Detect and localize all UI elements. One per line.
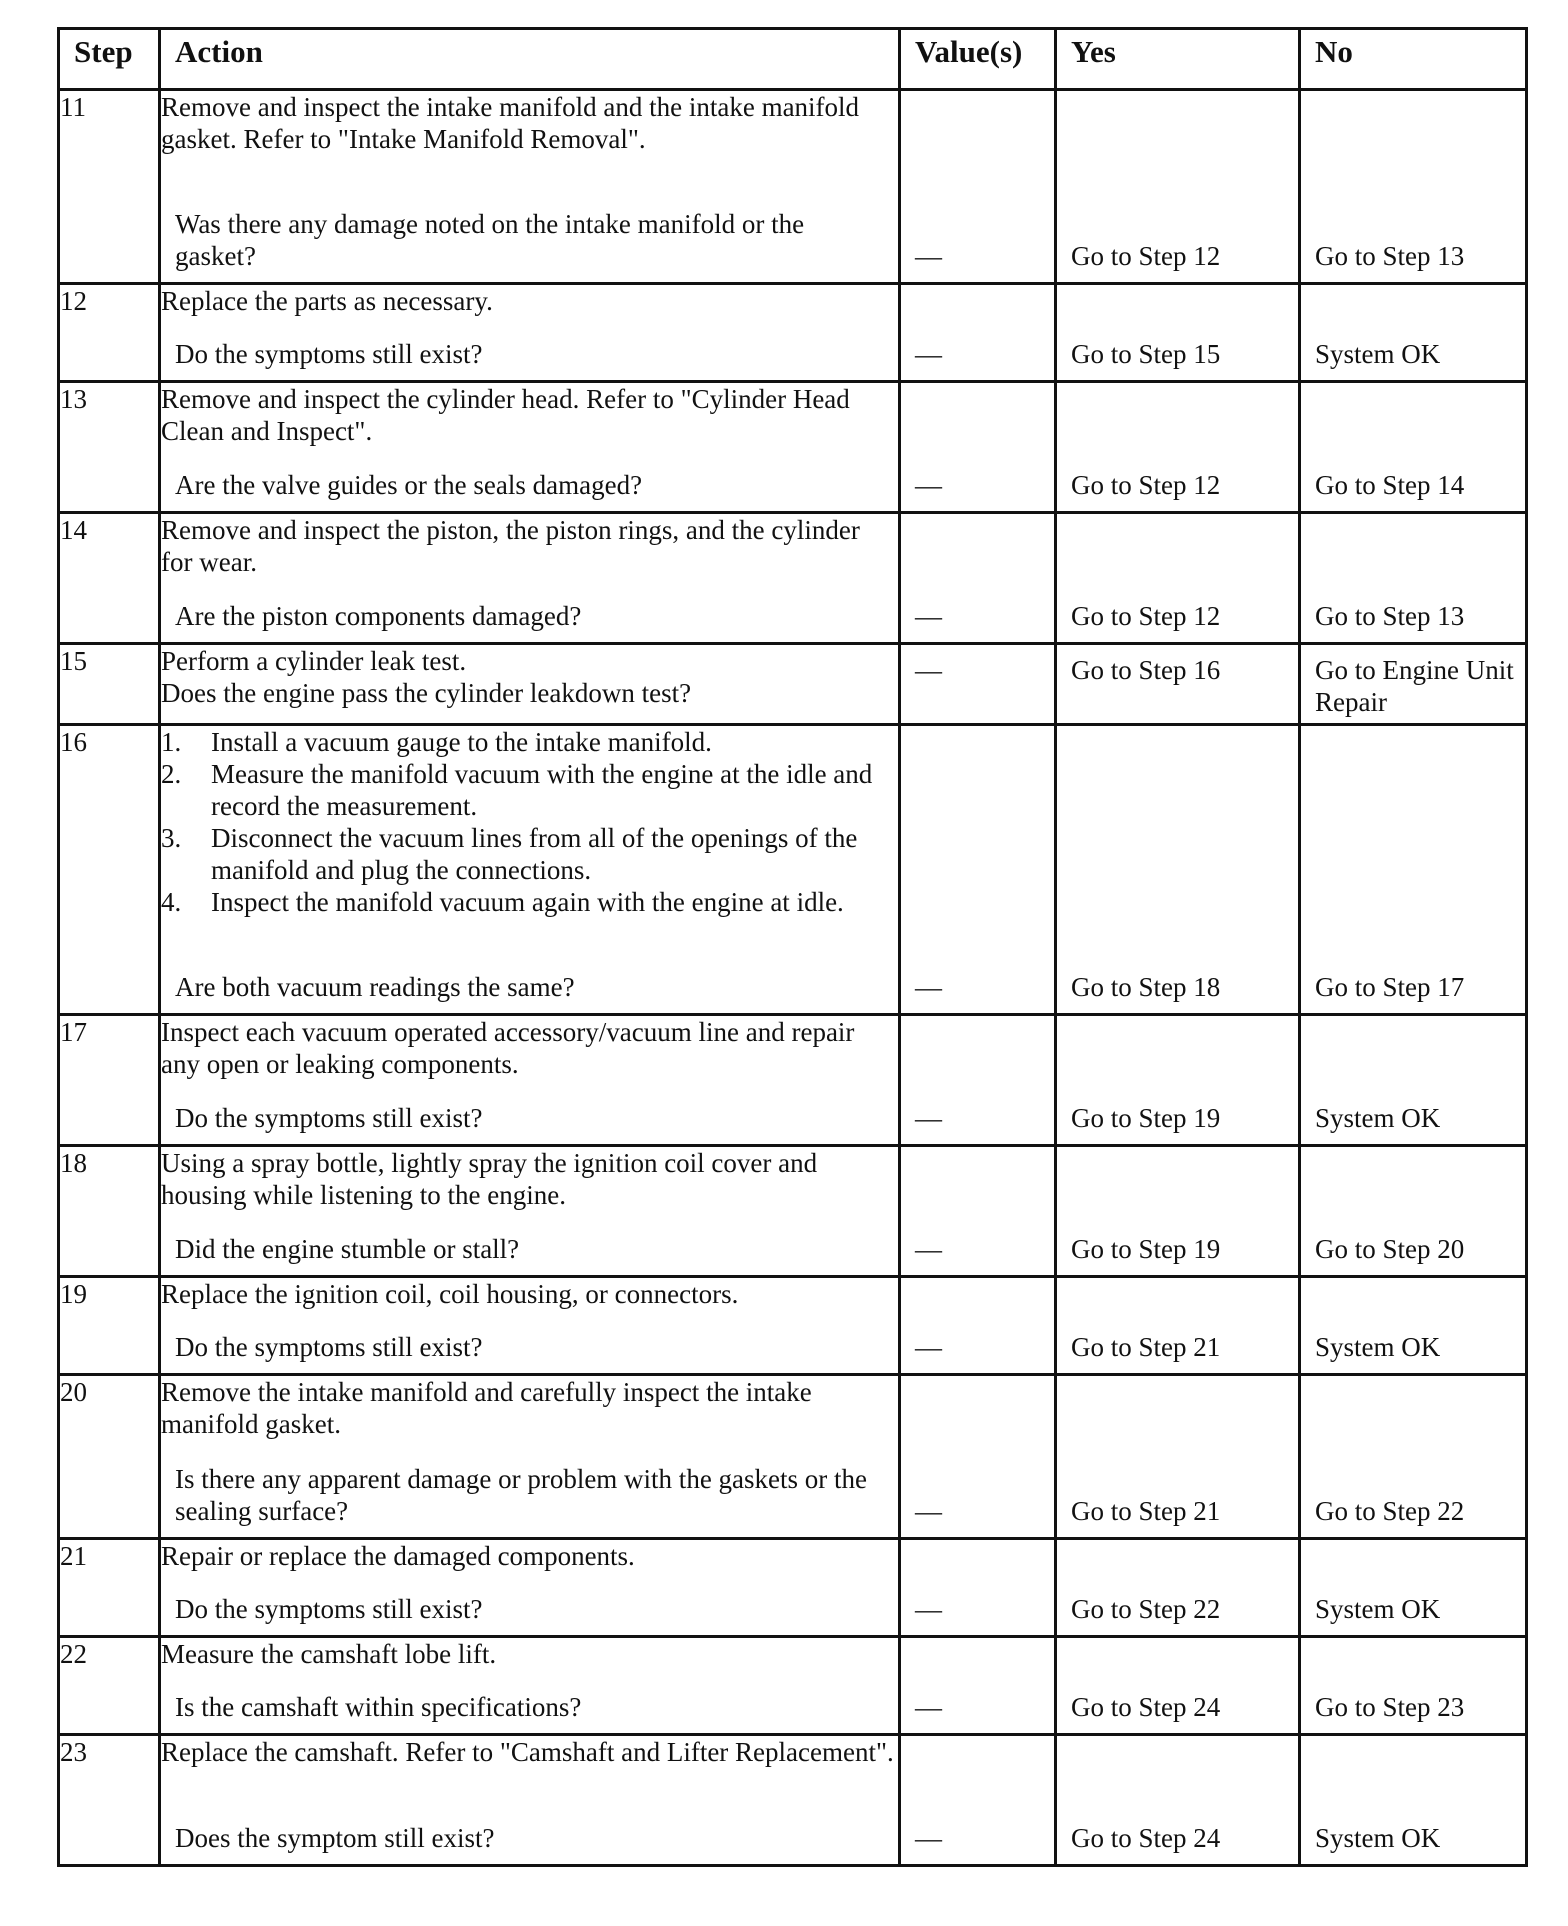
action-instruction: Remove the intake manifold and carefully inspect the intake manifold gasket. bbox=[161, 1377, 812, 1439]
yes-outcome: Go to Step 21 bbox=[1071, 1496, 1221, 1526]
value-cell bbox=[900, 1146, 1056, 1277]
action-instruction: Replace the parts as necessary. bbox=[161, 286, 493, 316]
step-number: 23 bbox=[59, 1735, 160, 1866]
action-cell bbox=[160, 284, 900, 382]
value-cell bbox=[900, 1015, 1056, 1146]
no-cell bbox=[1300, 90, 1527, 284]
step-number: 16 bbox=[59, 725, 160, 1015]
action-question: Are both vacuum readings the same? bbox=[175, 972, 575, 1002]
value-cell bbox=[900, 382, 1056, 513]
step-number: 11 bbox=[59, 90, 160, 284]
action-question: Do the symptoms still exist? bbox=[175, 1594, 483, 1624]
yes-cell bbox=[1056, 284, 1300, 382]
no-cell bbox=[1300, 1637, 1527, 1735]
no-cell bbox=[1300, 1277, 1527, 1375]
no-outcome: System OK bbox=[1315, 1594, 1441, 1624]
value-cell bbox=[900, 644, 1056, 725]
yes-cell bbox=[1056, 1375, 1300, 1539]
value-dash: — bbox=[915, 1332, 942, 1362]
no-cell bbox=[1300, 1539, 1527, 1637]
table-row bbox=[59, 1735, 1527, 1866]
yes-cell bbox=[1056, 382, 1300, 513]
yes-cell bbox=[1056, 1277, 1300, 1375]
header-action: Action bbox=[160, 29, 900, 90]
procedure-step bbox=[161, 726, 898, 758]
header-no: No bbox=[1300, 29, 1527, 90]
no-cell bbox=[1300, 513, 1527, 644]
action-cell bbox=[160, 725, 900, 1015]
procedure-step bbox=[161, 886, 898, 918]
no-cell bbox=[1300, 382, 1527, 513]
procedure-step-number: 1. bbox=[161, 727, 182, 757]
yes-outcome: Go to Step 24 bbox=[1071, 1823, 1221, 1853]
step-number: 13 bbox=[59, 382, 160, 513]
yes-outcome: Go to Step 18 bbox=[1071, 972, 1221, 1002]
step-number: 12 bbox=[59, 284, 160, 382]
yes-outcome: Go to Step 12 bbox=[1071, 241, 1221, 271]
yes-outcome: Go to Step 22 bbox=[1071, 1594, 1221, 1624]
no-cell bbox=[1300, 1735, 1527, 1866]
step-number: 17 bbox=[59, 1015, 160, 1146]
action-cell bbox=[160, 1539, 900, 1637]
table-row bbox=[59, 725, 1527, 1015]
action-question: Are the valve guides or the seals damaged? bbox=[175, 470, 643, 500]
action-cell bbox=[160, 1735, 900, 1866]
action-instruction: Replace the camshaft. Refer to "Camshaft and Lifter Replacement". bbox=[161, 1737, 894, 1767]
yes-outcome: Go to Step 19 bbox=[1071, 1234, 1221, 1264]
step-number: 21 bbox=[59, 1539, 160, 1637]
step-number: 18 bbox=[59, 1146, 160, 1277]
no-outcome: Go to Step 22 bbox=[1315, 1496, 1465, 1526]
yes-cell bbox=[1056, 1015, 1300, 1146]
table-row bbox=[59, 1277, 1527, 1375]
yes-outcome: Go to Step 16 bbox=[1071, 655, 1221, 685]
yes-outcome: Go to Step 19 bbox=[1071, 1103, 1221, 1133]
yes-cell bbox=[1056, 644, 1300, 725]
yes-outcome: Go to Step 12 bbox=[1071, 470, 1221, 500]
procedure-step-number: 4. bbox=[161, 887, 182, 917]
value-dash: — bbox=[915, 972, 942, 1002]
value-cell bbox=[900, 284, 1056, 382]
action-cell bbox=[160, 644, 900, 725]
procedure-step-text: Install a vacuum gauge to the intake manifold. bbox=[211, 727, 712, 757]
step-number: 19 bbox=[59, 1277, 160, 1375]
action-cell bbox=[160, 382, 900, 513]
no-cell bbox=[1300, 1015, 1527, 1146]
value-cell bbox=[900, 90, 1056, 284]
table-row bbox=[59, 1015, 1527, 1146]
table-row bbox=[59, 513, 1527, 644]
yes-cell bbox=[1056, 513, 1300, 644]
no-outcome: Go to Step 20 bbox=[1315, 1234, 1465, 1264]
action-question: Is there any apparent damage or problem with the gaskets or the sealing surface? bbox=[175, 1464, 868, 1526]
value-cell bbox=[900, 1735, 1056, 1866]
header-yes: Yes bbox=[1056, 29, 1300, 90]
table-row bbox=[59, 1539, 1527, 1637]
table-row bbox=[59, 1637, 1527, 1735]
table-header-row bbox=[59, 29, 1527, 90]
action-instruction: Remove and inspect the cylinder head. Refer to "Cylinder Head Clean and Inspect". bbox=[161, 384, 850, 446]
procedure-step bbox=[161, 758, 898, 822]
procedure-step-text: Disconnect the vacuum lines from all of the openings of the manifold and plug the connections. bbox=[211, 823, 858, 885]
action-question: Are the piston components damaged? bbox=[175, 601, 582, 631]
action-instruction: Using a spray bottle, lightly spray the ignition coil cover and housing while listening to the engine. bbox=[161, 1148, 818, 1210]
yes-cell bbox=[1056, 1735, 1300, 1866]
value-dash: — bbox=[915, 339, 942, 369]
no-outcome: Go to Step 14 bbox=[1315, 470, 1465, 500]
no-cell bbox=[1300, 1146, 1527, 1277]
header-values: Value(s) bbox=[900, 29, 1056, 90]
step-number: 15 bbox=[59, 644, 160, 725]
step-number: 20 bbox=[59, 1375, 160, 1539]
action-instruction: Inspect each vacuum operated accessory/vacuum line and repair any open or leaking components. bbox=[161, 1017, 855, 1079]
action-question: Was there any damage noted on the intake manifold or the gasket? bbox=[175, 209, 805, 271]
yes-outcome: Go to Step 15 bbox=[1071, 339, 1221, 369]
action-question: Is the camshaft within specifications? bbox=[175, 1692, 582, 1722]
table-row bbox=[59, 1375, 1527, 1539]
table-row bbox=[59, 382, 1527, 513]
action-cell bbox=[160, 1375, 900, 1539]
action-instruction: Measure the camshaft lobe lift. bbox=[161, 1639, 497, 1669]
no-outcome: System OK bbox=[1315, 339, 1441, 369]
value-dash: — bbox=[915, 601, 942, 631]
procedure-step-text: Inspect the manifold vacuum again with the engine at idle. bbox=[211, 887, 844, 917]
no-cell bbox=[1300, 644, 1527, 725]
action-question: Do the symptoms still exist? bbox=[175, 1103, 483, 1133]
action-instruction: Perform a cylinder leak test. bbox=[161, 646, 467, 676]
no-outcome: Go to Step 23 bbox=[1315, 1692, 1465, 1722]
action-question: Did the engine stumble or stall? bbox=[175, 1234, 520, 1264]
value-dash: — bbox=[915, 1103, 942, 1133]
no-outcome: Go to Step 13 bbox=[1315, 241, 1465, 271]
diagnostic-table bbox=[57, 27, 1528, 1867]
value-dash: — bbox=[915, 1692, 942, 1722]
value-dash: — bbox=[915, 241, 942, 271]
no-outcome: System OK bbox=[1315, 1103, 1441, 1133]
action-instruction: Remove and inspect the intake manifold and the intake manifold gasket. Refer to "Intake Manifold Removal". bbox=[161, 92, 860, 154]
step-number: 22 bbox=[59, 1637, 160, 1735]
yes-cell bbox=[1056, 1539, 1300, 1637]
table-row bbox=[59, 284, 1527, 382]
yes-outcome: Go to Step 21 bbox=[1071, 1332, 1221, 1362]
value-cell bbox=[900, 1637, 1056, 1735]
value-dash: — bbox=[915, 1496, 942, 1526]
action-cell bbox=[160, 1637, 900, 1735]
no-cell bbox=[1300, 725, 1527, 1015]
yes-cell bbox=[1056, 725, 1300, 1015]
value-cell bbox=[900, 1375, 1056, 1539]
no-outcome: Go to Engine Unit Repair bbox=[1315, 655, 1514, 717]
procedure-list bbox=[161, 726, 898, 918]
procedure-step-number: 3. bbox=[161, 823, 182, 853]
table-row bbox=[59, 644, 1527, 725]
value-cell bbox=[900, 513, 1056, 644]
table-row bbox=[59, 1146, 1527, 1277]
step-number: 14 bbox=[59, 513, 160, 644]
action-question: Does the engine pass the cylinder leakdown test? bbox=[161, 678, 692, 708]
action-question: Do the symptoms still exist? bbox=[175, 1332, 483, 1362]
no-cell bbox=[1300, 284, 1527, 382]
value-cell bbox=[900, 1277, 1056, 1375]
value-cell bbox=[900, 725, 1056, 1015]
yes-outcome: Go to Step 24 bbox=[1071, 1692, 1221, 1722]
table-row bbox=[59, 90, 1527, 284]
header-step: Step bbox=[59, 29, 160, 90]
value-dash: — bbox=[915, 1823, 942, 1853]
value-dash: — bbox=[915, 655, 942, 685]
yes-cell bbox=[1056, 1146, 1300, 1277]
value-dash: — bbox=[915, 1234, 942, 1264]
action-question: Does the symptom still exist? bbox=[175, 1823, 495, 1853]
action-cell bbox=[160, 1277, 900, 1375]
no-outcome: Go to Step 13 bbox=[1315, 601, 1465, 631]
action-cell bbox=[160, 1015, 900, 1146]
action-instruction: Replace the ignition coil, coil housing, or connectors. bbox=[161, 1279, 739, 1309]
yes-cell bbox=[1056, 90, 1300, 284]
action-instruction: Repair or replace the damaged components. bbox=[161, 1541, 635, 1571]
procedure-step-text: Measure the manifold vacuum with the engine at the idle and record the measurement. bbox=[211, 759, 873, 821]
action-instruction: Remove and inspect the piston, the piston rings, and the cylinder for wear. bbox=[161, 515, 860, 577]
no-outcome: Go to Step 17 bbox=[1315, 972, 1465, 1002]
yes-outcome: Go to Step 12 bbox=[1071, 601, 1221, 631]
value-dash: — bbox=[915, 1594, 942, 1624]
procedure-step bbox=[161, 822, 898, 886]
action-cell bbox=[160, 1146, 900, 1277]
action-cell bbox=[160, 513, 900, 644]
action-question: Do the symptoms still exist? bbox=[175, 339, 483, 369]
yes-cell bbox=[1056, 1637, 1300, 1735]
procedure-step-number: 2. bbox=[161, 759, 182, 789]
table-body bbox=[59, 90, 1527, 1866]
action-cell bbox=[160, 90, 900, 284]
value-dash: — bbox=[915, 470, 942, 500]
value-cell bbox=[900, 1539, 1056, 1637]
no-cell bbox=[1300, 1375, 1527, 1539]
no-outcome: System OK bbox=[1315, 1823, 1441, 1853]
no-outcome: System OK bbox=[1315, 1332, 1441, 1362]
